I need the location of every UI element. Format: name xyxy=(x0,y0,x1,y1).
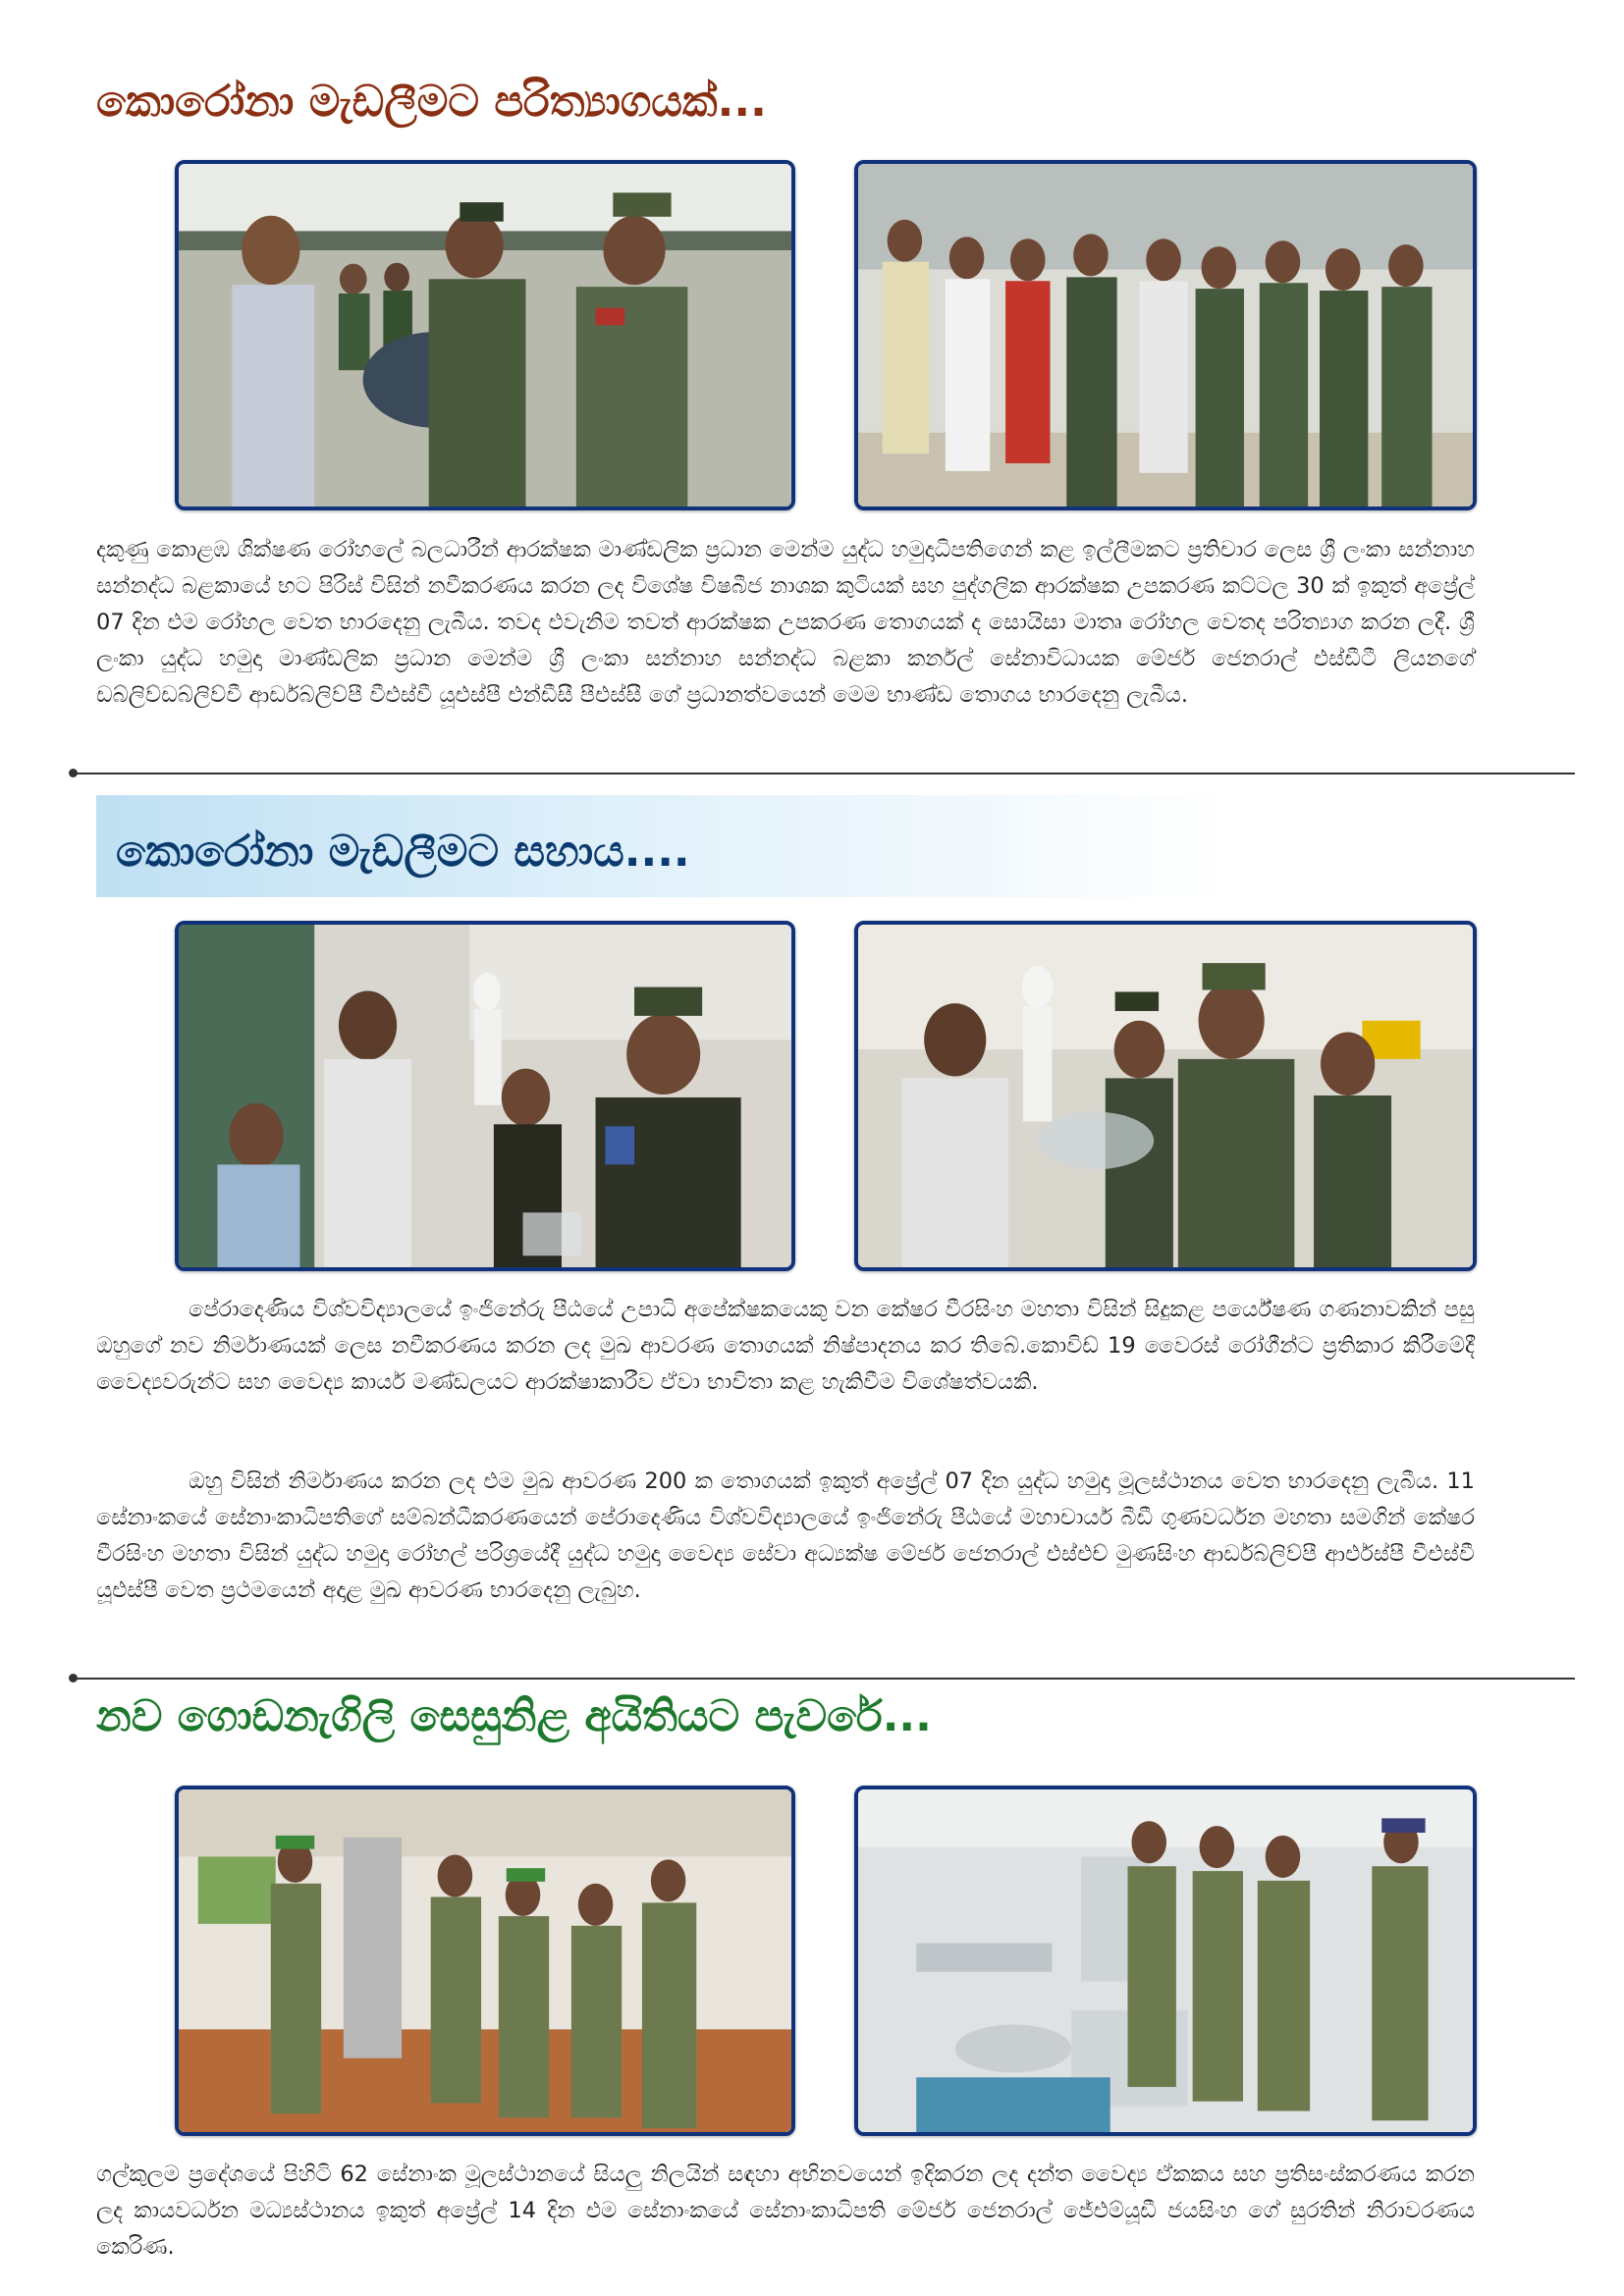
section-1-paragraph: දකුණු කොළඹ ශික්ෂණ රෝහලේ බලධාරීන් ආරක්ෂක මාණ්ඩලික ප්‍රධාන මෙන්ම යුද්ධ හමුදාධිපතිගෙන් කළ ඉල්ලීමකට ප්‍රතිචාර ලෙස ශ්‍රී ලංකා සන්නාහ සන්නද්ධ බළකායේ භට පිරිස් විසින් නවීකරණය කරන ලද විශේෂ විෂබීජ නාශක කුටියක් සහ පුද්ගලික ආරක්ෂක උපකරණ කට්ටල 30 ක් ඉකුත් අප්‍රේල් 07 දින එම රෝහල වෙත භාරදෙනු ලැබීය. තවද එවැනිම තවත් ආරක්ෂක උපකරණ තොගයක් ද සොයිසා මාතෘ රෝහල වෙතද පරිත්‍යාග කරන ලදී. ශ්‍රී ලංකා යුද්ධ හමුදා මාණ්ඩලික ප්‍රධාන මෙන්ම ශ්‍රී ලංකා සන්නාහ සන්නද්ධ බළකා කර්නල් සේනාවිධායක මේජර් ජෙනරාල් එස්ඩීටී ලියනගේ ඩබ්ලිව්ඩබ්ලිව්වී ආර්ඩබ්ලිව්පී වීඑස්වී යූඑස්පී එන්ඩීසී පීඑස්සී ගේ ප්‍රධානත්වයෙන් මෙම භාණ්ඩ තොගය භාරදෙනු ලැබීය. xyxy=(96,537,1475,708)
photo-dental-unit-opening xyxy=(854,1786,1477,2136)
section-separator-1 xyxy=(73,773,1575,774)
section-1-title: කොරෝනා මැඩලීමට පරිත්‍යාගයක්... xyxy=(96,77,767,127)
section-separator-2 xyxy=(73,1678,1575,1680)
photo-donation-group xyxy=(854,160,1477,510)
photo-face-shield-handover xyxy=(854,921,1477,1271)
section-2-title: කොරෝනා මැඩලීමට සහාය.... xyxy=(116,827,690,877)
section-3-paragraph: ගල්කුලම ප්‍රදේශයේ පිහිටි 62 සේනාංක මූලස්ථානයේ සියලු නිලයින් සඳහා අභිනවයෙන් ඉදිකරන ලද දන්ත වෛද්‍ය ඒකකය සහ ප්‍රතිසංස්කරණය කරන ලද කායවර්ධන මධ්‍යස්ථානය ඉකුත් අප්‍රේල් 14 දින එම සේනාංකයේ සේනාංකාධිපති මේජර් ජෙනරාල් ජේඑම්යූඩී ජයසිංහ ගේ සුරතින් නිරාවරණය කෙරිණ. xyxy=(96,2162,1475,2260)
photo-face-shield-demo xyxy=(175,921,795,1271)
section-2-paragraph-1: පේරාදෙණිය විශ්වවිද්‍යාලයේ ඉංජිනේරු පීඨයේ උපාධි අපේක්ෂකයෙකු වන කේෂර වීරසිංහ මහතා විසින් සිදුකළ පර්යේෂණ ගණනාවකින් පසු ඔහුගේ නව නිර්මාණයක් ලෙස නවීකරණය කරන ලද මුඛ ආවරණ තොගයක් නිෂ්පාදනය කර තිබේ.කොවිඩ් 19 වෛරස් රෝගීන්ට ප්‍රතිකාර කිරීමේදී වෛද්‍යවරුන්ට සහ වෛද්‍ය කාර්ය මණ්ඩලයට ආරක්ෂාකාරීව ඒවා භාවිතා කළ හැකිවීම විශේෂත්වයකි. xyxy=(96,1297,1475,1395)
section-2-paragraph-2: ඔහු විසින් නිර්මාණය කරන ලද එම මුඛ ආවරණ 200 ක තොගයක් ඉකුත් අප්‍රේල් 07 දින යුද්ධ හමුදා මූලස්ථානය වෙත භාරදෙනු ලැබීය. 11 සේනාංකයේ සේනාංකාධිපතිගේ සම්බන්ධීකරණයෙන් පේරාදෙණිය විශ්වවිද්‍යාලයේ ඉංජිනේරු පීඨයේ මහාචාර්ය බීඩී ගුණවර්ධන මහතා සමගින් කේෂර වීරසිංහ මහතා විසින් යුද්ධ හමුදා රෝහල් පරිශ්‍රයේදී යුද්ධ හමුදා වෛද්‍ය සේවා අධ්‍යක්ෂ මේජර් ජෙනරාල් එස්එච් මුණසිංහ ආර්ඩබ්ලිව්පී ආර්එස්පී වීඑස්වී යූඑස්පී වෙත ප්‍රථමයෙන් අදාළ මුඛ ආවරණ භාරදෙනු ලැබුහ. xyxy=(96,1468,1475,1603)
photo-gym-opening xyxy=(175,1786,795,2136)
section-3-title: නව ගොඩනැගිලි සෙසුනිළ අයිතියට පැවරේ... xyxy=(96,1691,932,1741)
photo-donation-handover xyxy=(175,160,795,510)
